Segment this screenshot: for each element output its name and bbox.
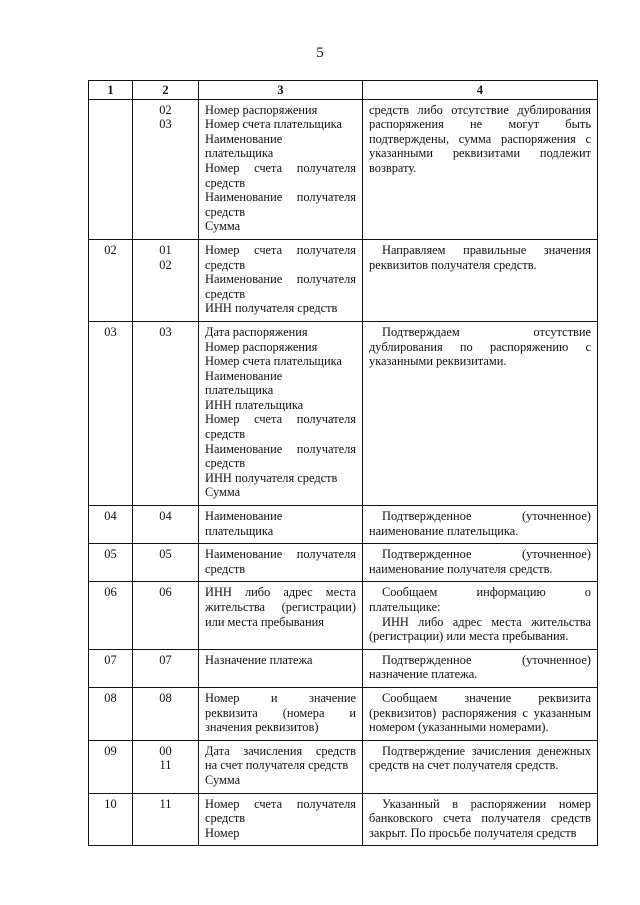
comment-cell (363, 544, 598, 582)
field-name: Сумма (205, 772, 241, 787)
field-name: Номер счета плательщика (205, 354, 342, 369)
code-value: 08 (159, 690, 172, 705)
comment-text: Подтвержденное (уточненное) назначение платежа. (369, 652, 591, 682)
field-list-cell (199, 649, 363, 687)
field-list-cell (199, 582, 363, 649)
field-name: Номер счета получателя (205, 796, 356, 811)
table-row (89, 544, 598, 582)
field-name: плательщика (205, 523, 274, 538)
field-name: Номер счета получателя (205, 242, 356, 257)
row-number-cell: 03 (89, 321, 133, 505)
table-row (89, 582, 598, 649)
field-name: ИНН получателя средств (205, 301, 338, 316)
field-name: средств (205, 286, 246, 301)
comment-text: Подтверждение зачисления денежных средств на счет получателя средств. (369, 743, 591, 773)
field-name: реквизита (номера и (205, 705, 356, 720)
field-list-cell (199, 321, 363, 505)
comment-text: Сообщаем информацию о плательщике: (369, 585, 591, 614)
field-name: ИНН получателя средств (205, 470, 338, 485)
field-name: жительства (регистрации) (205, 600, 356, 614)
comment-cell (363, 793, 598, 846)
row-number-cell: 06 (89, 582, 133, 649)
table-row (89, 740, 598, 793)
field-name: Номер распоряжения (205, 339, 318, 354)
comment-text: Указанный в распоряжении номер банковского счета получателя средств закрыт. По просьбе получателя средств (369, 796, 591, 840)
comment-cell (363, 582, 598, 649)
code-cell (133, 321, 199, 505)
comment-cell (363, 239, 598, 321)
comment-text: ИНН либо адрес места жительства (регистрации) или места пребывания. (369, 614, 591, 644)
field-name: плательщика (205, 383, 274, 398)
row-number-cell: 08 (89, 687, 133, 740)
field-name: Сумма (205, 219, 241, 234)
field-name: Наименование получателя (205, 272, 356, 287)
table-header-row (89, 81, 598, 100)
code-value: 11 (159, 796, 172, 811)
code-value: 03 (159, 324, 172, 339)
field-name: средств (205, 456, 246, 471)
field-list-cell (199, 544, 363, 582)
code-cell (133, 506, 199, 544)
code-value: 04 (159, 509, 172, 524)
table-row (89, 321, 598, 505)
code-cell (133, 99, 199, 239)
comment-cell (363, 649, 598, 687)
field-name: Номер (205, 825, 240, 840)
code-cell (133, 687, 199, 740)
field-name: Наименование получателя (205, 190, 356, 205)
field-name: Наименование получателя (205, 441, 356, 456)
field-name: Наименование (205, 509, 283, 524)
code-cell (133, 239, 199, 321)
table-row (89, 649, 598, 687)
table-body (89, 99, 598, 846)
field-name: значения реквизитов) (205, 720, 319, 735)
field-list-cell (199, 740, 363, 793)
field-list-cell (199, 793, 363, 846)
comment-text: Подтверждаем отсутствие дублирования по распоряжению с указанными реквизитами. (369, 324, 591, 369)
column-header-4: 4 (363, 81, 598, 100)
comment-text: Подтвержденное (уточненное) наименование плательщика. (369, 509, 591, 538)
comment-cell (363, 740, 598, 793)
row-number-cell (89, 99, 133, 239)
table-row (89, 239, 598, 321)
column-header-1: 1 (89, 81, 133, 100)
document-table (88, 80, 598, 846)
code-value: 05 (159, 547, 172, 562)
code-value: 02 (159, 257, 172, 272)
row-number-cell: 07 (89, 649, 133, 687)
comment-text: Подтвержденное (уточненное) наименование получателя средств. (369, 547, 591, 576)
field-list-cell (199, 506, 363, 544)
row-number-cell: 02 (89, 239, 133, 321)
table-row (89, 793, 598, 846)
row-number-cell: 04 (89, 506, 133, 544)
field-name: средств (205, 257, 246, 272)
code-value: 01 (159, 242, 172, 257)
field-name: средств (205, 175, 246, 190)
field-name: или места пребывания (205, 614, 324, 629)
field-name: Наименование получателя (205, 547, 356, 562)
code-value: 06 (159, 585, 172, 600)
comment-cell (363, 506, 598, 544)
field-list-cell (199, 687, 363, 740)
field-name: ИНН либо адрес места (205, 585, 356, 600)
code-cell (133, 582, 199, 649)
code-value: 11 (159, 758, 172, 773)
row-number-cell: 05 (89, 544, 133, 582)
field-name: Номер счета плательщика (205, 117, 342, 132)
field-name: Номер распоряжения (205, 102, 318, 117)
field-name: плательщика (205, 146, 274, 161)
code-value: 03 (159, 117, 172, 132)
field-name: Сумма (205, 485, 241, 500)
field-name: Номер счета получателя (205, 160, 356, 175)
field-name: Номер счета получателя (205, 412, 356, 427)
table-row (89, 99, 598, 239)
field-name: на счет получателя средств (205, 758, 349, 773)
field-name: Дата распоряжения (205, 324, 308, 339)
column-header-3: 3 (199, 81, 363, 100)
field-name: средств (205, 204, 246, 219)
field-name: ИНН плательщика (205, 397, 304, 412)
code-cell (133, 740, 199, 793)
field-name: средств (205, 561, 246, 576)
comment-text: Направляем правильные значения реквизитов получателя средств. (369, 242, 591, 272)
field-name: средств (205, 427, 246, 442)
field-name: Номер и значение (205, 690, 356, 705)
code-cell (133, 544, 199, 582)
field-name: Дата зачисления средств (205, 743, 356, 758)
table-row (89, 687, 598, 740)
field-list-cell (199, 239, 363, 321)
code-cell (133, 793, 199, 846)
column-header-2: 2 (133, 81, 199, 100)
comment-text: Сообщаем значение реквизита (реквизитов) распоряжения с указанным номером (указанными номерами). (369, 690, 591, 735)
code-value: 00 (159, 743, 172, 758)
code-cell (133, 649, 199, 687)
field-list-cell (199, 99, 363, 239)
field-name: средств (205, 811, 246, 826)
field-name: Наименование (205, 368, 283, 383)
page-number: 5 (316, 45, 324, 61)
code-value: 07 (159, 652, 172, 667)
table-row (89, 506, 598, 544)
row-number-cell: 10 (89, 793, 133, 846)
comment-cell (363, 99, 598, 239)
comment-text: средств либо отсутствие дублирования распоряжения не могут быть подтверждены, сумма распоряжения с указанными реквизитами подлежит возврату. (369, 102, 591, 175)
row-number-cell: 09 (89, 740, 133, 793)
field-name: Назначение платежа (205, 652, 313, 667)
comment-cell (363, 687, 598, 740)
code-value: 02 (159, 102, 172, 117)
field-name: Наименование (205, 131, 283, 146)
comment-cell (363, 321, 598, 505)
